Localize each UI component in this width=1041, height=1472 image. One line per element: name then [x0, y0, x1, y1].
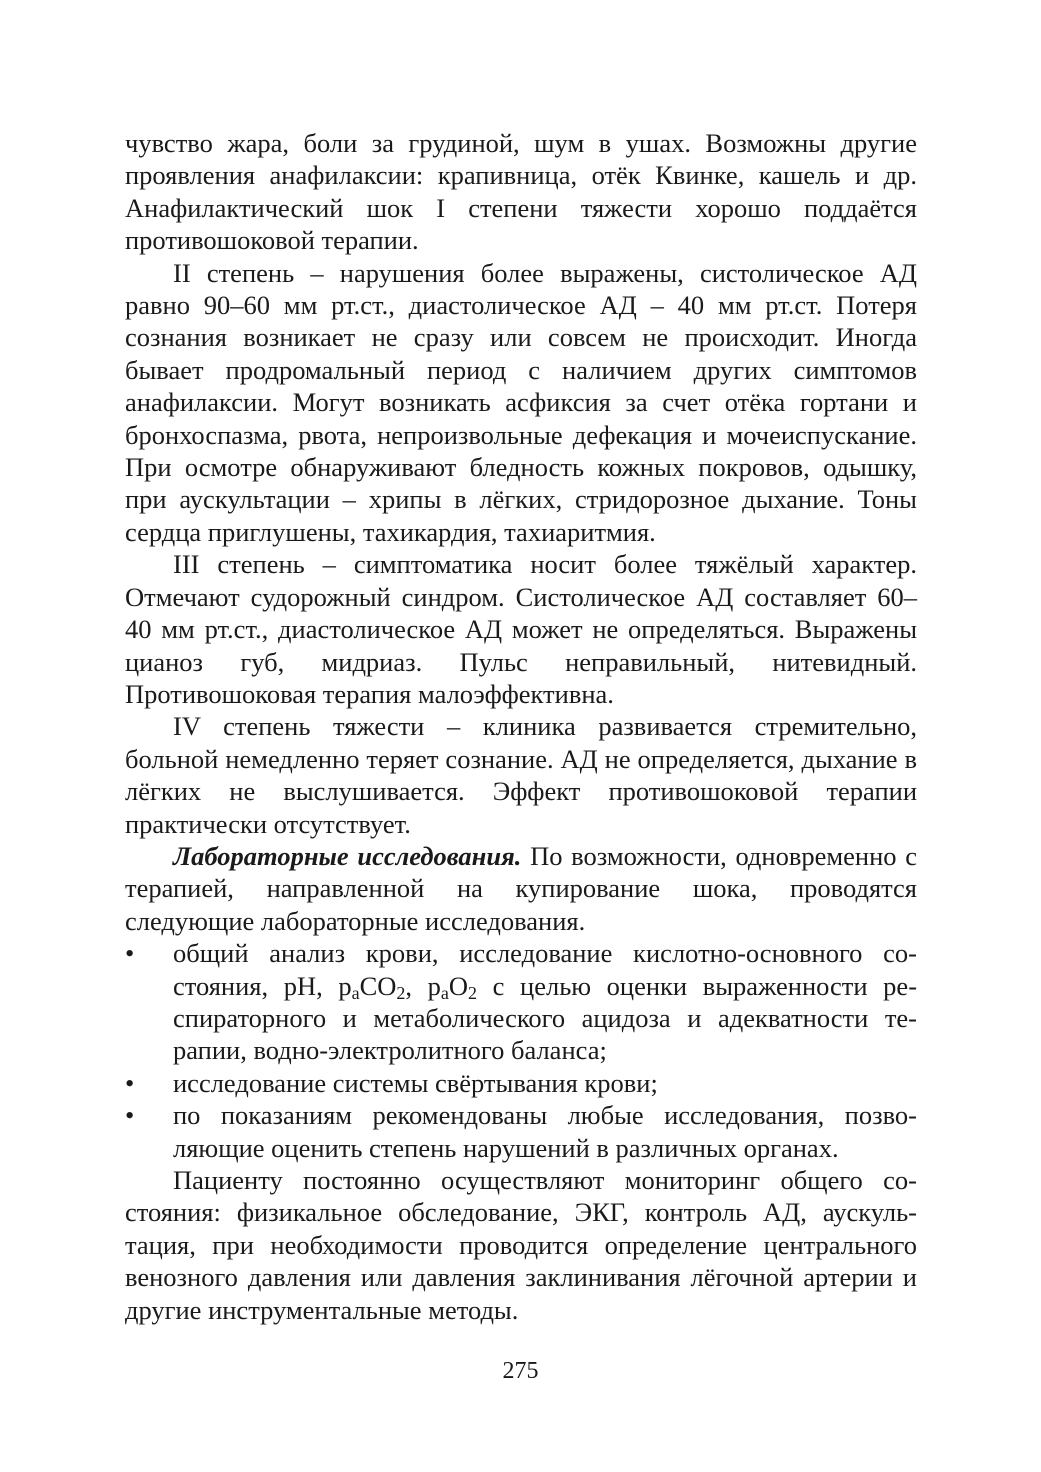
bullet-icon: •: [125, 938, 135, 969]
paragraph-degree-3: III степень – симптоматика носит более тяжёлый характер. Отмечают судорожный синдром. Систолическое АД составляет 60–40 мм рт.ст., диастолическое АД может не определяться. Выражены цианоз губ, мидриаз. Пульс неправильный, нитевидный. Противошоковая терапия малоэффективна.: [125, 549, 917, 709]
page-number: 275: [502, 1358, 539, 1384]
paragraph-monitoring: Пациенту постоянно осуществляют мониторинг общего состояния: физикальное обследование, ЭКГ, контроль АД, аускультация, при необходимости проводится определение центрального венозного давления или давления заклинивания лёгочной артерии и другие инструментальные методы.: [125, 1165, 917, 1325]
paragraph-lab-tests: [125, 840, 917, 937]
list-item: • исследование системы свёртывания крови;: [125, 1067, 658, 1098]
lab-tests-list: [125, 937, 917, 1164]
list-item: • общий анализ крови, исследование кислотно-основного состояния, рН, $p_aCO_2$, $p_aO_2$ с целью оценки выраженности респираторного и метаболического ацидоза и адекватности терапии, водно-электролитного баланса;: [125, 938, 918, 1066]
paragraph-degree-4: IV степень тяжести – клиника развивается стремительно, больной немедленно теряет сознание. АД не определяется, дыхание в лёгких не выслушивается. Эффект противошоковой терапии практически отсутствует.: [125, 711, 917, 839]
bullet-icon: •: [125, 1067, 135, 1098]
lab-tests-text: По возможности, одновременно с терапией, направленной на купирование шока, проводятся следующие лабораторные исследования.: [125, 840, 917, 936]
bullet-icon: •: [125, 1100, 135, 1131]
paragraph-degree-2: II степень – нарушения более выражены, систолическое АД равно 90–60 мм рт.ст., диастолическое АД – 40 мм рт.ст. Потеря сознания возникает не сразу или совсем не происходит. Иногда бывает продромальный период с наличием других симптомов анафилаксии. Могут возникать асфиксия за счет отёка гортани и бронхоспазма, рвота, непроизвольные дефекация и мочеиспускание. При осмотре обнаруживают бледность кожных покровов, одышку, при аускультации – хрипы в лёгких, стридорозное дыхание. Тоны сердца приглушены, тахикардия, тахиаритмия.: [125, 257, 917, 547]
list-item: • по показаниям рекомендованы любые исследования, позволяющие оценить степень нарушений в различных органах.: [125, 1100, 917, 1163]
page-body: [125, 127, 917, 1326]
lab-tests-heading: Лабораторные исследования.: [173, 840, 522, 871]
paragraph-1: чувство жара, боли за грудиной, шум в ушах. Возможны другие проявления анафилаксии: крапивница, отёк Квинке, кашель и др. Анафилактический шок I степени тяжести хорошо поддаётся противошоковой терапии.: [125, 128, 917, 256]
